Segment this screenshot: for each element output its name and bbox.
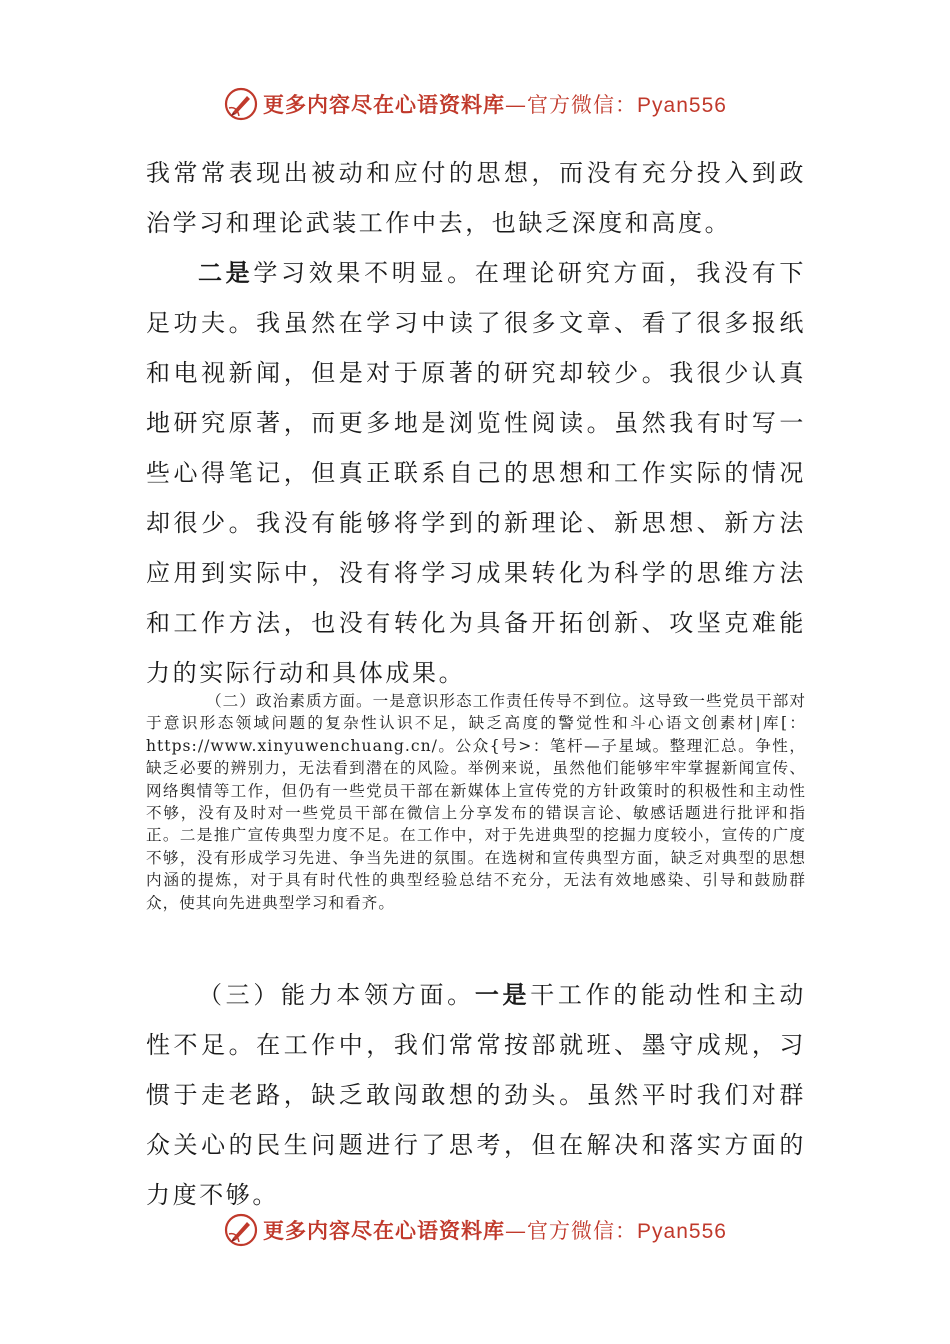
footer-separator: — [505, 1219, 528, 1243]
paragraph-2-lead: 二是 [198, 258, 254, 287]
header-brand: 更多内容尽在心语资料库 [263, 92, 506, 117]
paragraph-1: 我常常表现出被动和应付的思想，而没有充分投入到政治学习和理论武装工作中去，也缺乏深度和高度。 [146, 159, 806, 237]
footer-banner-text [263, 1215, 727, 1245]
header-separator: — [505, 93, 528, 117]
pen-logo-icon [223, 1212, 259, 1248]
pen-logo-icon [223, 86, 259, 122]
paragraph-2-body: 学习效果不明显。在理论研究方面，我没有下足功夫。我虽然在学习中读了很多文章、看了很多报纸和电视新闻，但是对于原著的研究却较少。我很少认真地研究原著，而更多地是浏览性阅读。虽然我有时写一些心得笔记，但真正联系自己的思想和工作实际的情况却很少。我没有能够将学到的新理论、新思想、新方法应用到实际中，没有将学习成果转化为科学的思维方法和工作方法，也没有转化为具备开拓创新、攻坚克难能力的实际行动和具体成果。 [146, 259, 806, 687]
paragraph-4-heading: （三）能力本领方面。 [198, 981, 475, 1009]
header-official: 官方微信： [527, 93, 638, 117]
paragraph-3-small: （二）政治素质方面。一是意识形态工作责任传导不到位。这导致一些党员干部对于意识形态领域问题的复杂性认识不足，缺乏高度的警觉性和斗心语文创素材|库[：https://www.xinyuwenchuang.cn/。公众{号>：笔杆—子星域。整理汇总。争性，缺乏必要的辨别力，无法看到潜在的风险。举例来说，虽然他们能够牢牢掌握新闻宣传、网络舆情等工作，但仍有一些党员干部在新媒体上宣传党的方针政策时的积极性和主动性不够，没有及时对一些党员干部在微信上分享发布的错误言论、敏感话题进行批评和指正。二是推广宣传典型力度不足。在工作中，对于先进典型的挖掘力度较小，宣传的广度不够，没有形成学习先进、争当先进的氛围。在选树和宣传典型方面，缺乏对典型的思想内涵的提炼，对于具有时代性的典型经验总结不充分，无法有效地感染、引导和鼓励群众，使其向先进典型学习和看齐。 [146, 692, 806, 912]
header-banner [0, 84, 950, 124]
paragraph-4-body: 干工作的能动性和主动性不足。在工作中，我们常常按部就班、墨守成规，习惯于走老路，缺乏敢闯敢想的劲头。虽然平时我们对群众关心的民生问题进行了思考，但在解决和落实方面的力度不够。 [146, 981, 807, 1209]
footer-brand: 更多内容尽在心语资料库 [263, 1218, 506, 1243]
footer-official: 官方微信： [527, 1219, 638, 1243]
paragraph-4-lead: 一是 [474, 980, 531, 1009]
paragraph-4 [146, 970, 806, 1220]
paragraph-2 [146, 248, 806, 698]
footer-banner [0, 1210, 950, 1250]
header-banner-text [263, 89, 727, 119]
header-account: Pyan556 [637, 94, 727, 117]
footer-account: Pyan556 [637, 1220, 727, 1243]
